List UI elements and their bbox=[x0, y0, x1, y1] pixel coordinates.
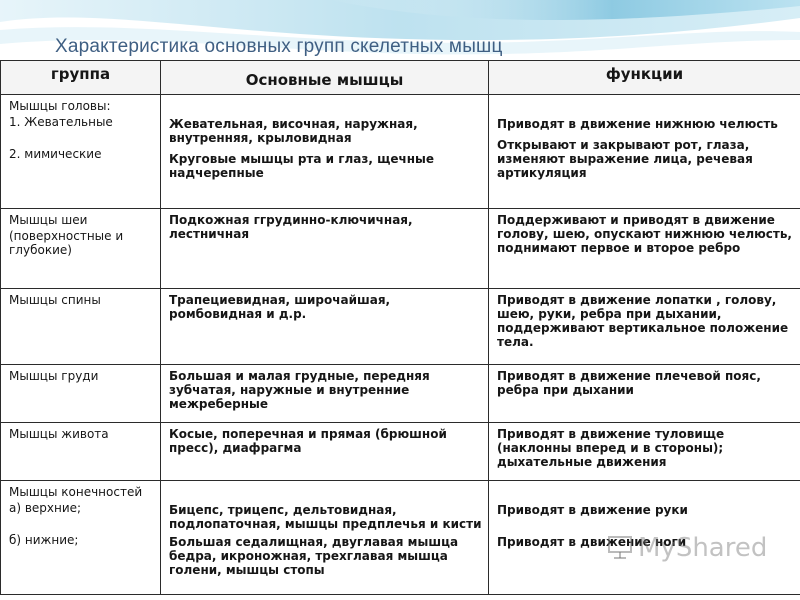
table-row bbox=[1, 209, 800, 289]
presentation-icon bbox=[606, 534, 634, 560]
group-cell bbox=[1, 209, 161, 289]
group-line: 1. Жевательные bbox=[9, 115, 113, 129]
muscles-line: Подкожная ггрудинно-ключичная, лестничная bbox=[169, 213, 413, 241]
group-line: Мышцы груди bbox=[9, 369, 99, 383]
muscles-line: Трапециевидная, широчайшая, ромбовидная и д.р. bbox=[169, 293, 391, 321]
muscles-line: Большая и малая грудные, передняя зубчатая, наружные и внутренние межреберные bbox=[169, 369, 430, 411]
table-row bbox=[1, 423, 800, 481]
functions-line: Приводят в движение руки bbox=[497, 503, 688, 517]
table-row bbox=[1, 95, 800, 209]
muscles-line: Бицепс, трицепс, дельтовидная, подлопаточная, мышцы предплечья и кисти bbox=[169, 503, 482, 531]
group-cell bbox=[1, 289, 161, 365]
group-line: (поверхностные и глубокие) bbox=[9, 229, 124, 257]
group-cell bbox=[1, 365, 161, 423]
group-line: 2. мимические bbox=[9, 147, 102, 161]
functions-line: Приводят в движение ноги bbox=[497, 535, 687, 549]
header-functions: функции bbox=[489, 61, 800, 95]
functions-cell bbox=[489, 365, 800, 423]
functions-cell bbox=[489, 289, 800, 365]
group-cell bbox=[1, 95, 161, 209]
functions-cell bbox=[489, 209, 800, 289]
functions-cell bbox=[489, 95, 800, 209]
group-line: Мышцы головы: bbox=[9, 99, 111, 113]
page-title: Характеристика основных групп скелетных мышц bbox=[55, 36, 503, 57]
muscles-cell bbox=[161, 481, 489, 595]
group-line: Мышцы живота bbox=[9, 427, 109, 441]
watermark bbox=[606, 533, 767, 563]
group-cell bbox=[1, 481, 161, 595]
muscles-cell bbox=[161, 209, 489, 289]
group-line: Мышцы спины bbox=[9, 293, 101, 307]
group-line: б) нижние; bbox=[9, 533, 79, 547]
table-header-row bbox=[1, 61, 800, 95]
group-line: а) верхние; bbox=[9, 501, 82, 515]
muscles-line: Косые, поперечная и прямая (брюшной пресс), диафрагма bbox=[169, 427, 447, 455]
watermark-text: MyShared bbox=[638, 533, 768, 563]
functions-line: Поддерживают и приводят в движение голову, шею, опускают нижнюю челюсть, поднимают первое и второе ребро bbox=[497, 213, 792, 255]
header-group: группа bbox=[1, 61, 161, 95]
muscles-line: Жевательная, височная, наружная, внутренняя, крыловидная bbox=[169, 117, 418, 145]
functions-line: Приводят в движение туловище (наклонны вперед и в стороны); дыхательные движения bbox=[497, 427, 725, 469]
functions-line: Приводят в движение плечевой пояс, ребра при дыхании bbox=[497, 369, 761, 397]
muscles-cell bbox=[161, 95, 489, 209]
group-line: Мышцы конечностей bbox=[9, 485, 143, 499]
functions-cell bbox=[489, 423, 800, 481]
muscles-cell bbox=[161, 289, 489, 365]
muscles-line: Круговые мышцы рта и глаз, щечные надчерепные bbox=[169, 152, 435, 180]
group-cell bbox=[1, 423, 161, 481]
header-muscles: Основные мышцы bbox=[161, 61, 489, 95]
muscles-cell bbox=[161, 423, 489, 481]
functions-line: Приводят в движение нижнюю челюсть bbox=[497, 117, 778, 131]
functions-line: Открывают и закрывают рот, глаза, изменяют выражение лица, речевая артикуляция bbox=[497, 138, 753, 180]
muscles-cell bbox=[161, 365, 489, 423]
table-row bbox=[1, 289, 800, 365]
muscle-groups-table bbox=[0, 60, 800, 595]
muscles-line: Большая седалищная, двуглавая мышца бедра, икроножная, трехглавая мышца голени, мышцы стопы bbox=[169, 535, 459, 577]
group-line: Мышцы шеи bbox=[9, 213, 88, 227]
table-row bbox=[1, 365, 800, 423]
functions-line: Приводят в движение лопатки , голову, шею, руки, ребра при дыхании, поддерживают вертикальное положение тела. bbox=[497, 293, 789, 349]
